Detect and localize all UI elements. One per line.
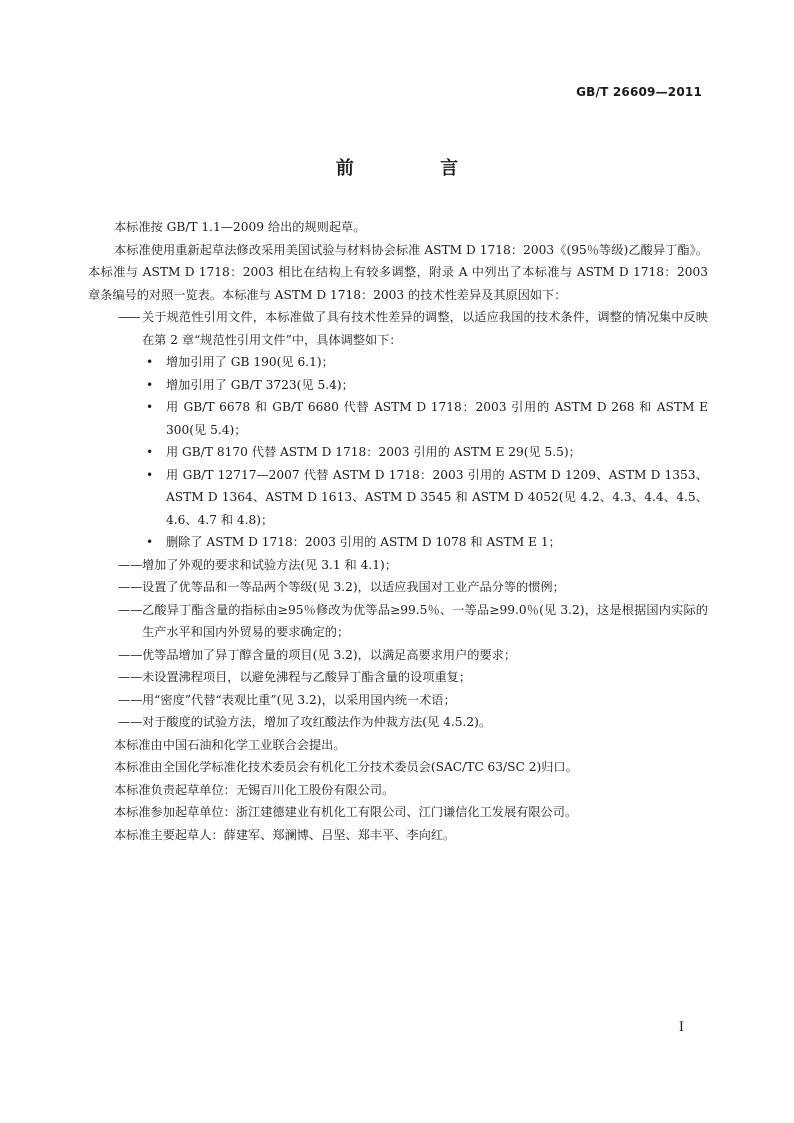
dash-mark: —— — [118, 310, 139, 324]
page-number: I — [678, 1020, 684, 1035]
paragraph-main-drafters: 本标准主要起草人：薛建军、郑澜博、吕坚、郑丰平、李向红。 — [114, 827, 456, 842]
bullet-text: 用 GB/T 8170 代替 ASTM D 1718：2003 引用的 ASTM E 29(见 5.5)； — [166, 445, 581, 459]
dash-mark: —— — [118, 602, 143, 617]
bullet-text: 增加引用了 GB 190(见 6.1)； — [166, 355, 334, 369]
dash-item-text: 未设置沸程项目，以避免沸程与乙酸异丁酯含量的设项重复； — [142, 670, 472, 684]
page-title: 前 言 — [335, 158, 499, 179]
paragraph-participating-drafters: 本标准参加起草单位：浙江建德建业有机化工有限公司、江门谦信化工发展有限公司。 — [114, 805, 578, 819]
bullet-mark: • — [146, 355, 154, 369]
bullet-text: 用 GB/T 12717—2007 代替 ASTM D 1718：2003 引用的 ASTM D 1209、ASTM D 1353、ASTM D 1364、ASTM D 1613、ASTM D 3545 和 ASTM D 4052(见 4.2、4.3、4.4、4.5、4.6、4.7 和 4.8)； — [166, 467, 708, 527]
dash-item — [88, 666, 708, 689]
dash-mark: —— — [118, 692, 143, 707]
dash-item-text: 对于酸度的试验方法，增加了攻红酸法作为仲裁方法(见 4.5.2)。 — [142, 715, 492, 729]
bullet-item — [88, 396, 708, 441]
dash-item — [88, 576, 708, 599]
dash-item — [88, 599, 708, 644]
dash-mark: —— — [118, 557, 143, 572]
bullet-text: 删除了 ASTM D 1718：2003 引用的 ASTM D 1078 和 ASTM E 1； — [166, 535, 561, 549]
paragraph-committee: 本标准由全国化学标准化技术委员会有机化工分技术委员会(SAC/TC 63/SC 2)归口。 — [114, 760, 578, 774]
paragraph-lead-drafter: 本标准负责起草单位：无锡百川化工股份有限公司。 — [114, 782, 395, 797]
dash-mark: —— — [118, 670, 143, 684]
bullet-item — [88, 531, 708, 554]
paragraph-proposer: 本标准由中国石油和化学工业联合会提出。 — [114, 737, 346, 752]
dash-item — [88, 689, 708, 712]
dash-item-text: 用“密度”代替“表观比重”(见 3.2)，以采用国内统一术语； — [142, 692, 456, 707]
dash-item-text: 乙酸异丁酯含量的指标由≥95％修改为优等品≥99.5％、一等品≥99.0％(见 3.2)，这是根据国内实际的生产水平和国内外贸易的要求确定的； — [142, 602, 708, 639]
dash-mark: —— — [118, 715, 143, 729]
bullet-mark: • — [146, 535, 154, 549]
bullet-mark: • — [146, 377, 154, 392]
bullet-item — [88, 441, 708, 464]
bullet-mark: • — [146, 445, 154, 459]
dash-item-text: 关于规范性引用文件，本标准做了具有技术性差异的调整，以适应我国的技术条件，调整的情况集中反映在第 2 章“规范性引用文件”中，具体调整如下： — [142, 310, 708, 347]
dash-item — [88, 554, 708, 577]
paragraph-drafting-rules: 本标准按 GB/T 1.1—2009 给出的规则起草。 — [114, 220, 366, 234]
bullet-text: 用 GB/T 6678 和 GB/T 6680 代替 ASTM D 1718：2003 引用的 ASTM D 268 和 ASTM E 300(见 5.4)； — [166, 400, 708, 437]
dash-item-text: 设置了优等品和一等品两个等级(见 3.2)，以适应我国对工业产品分等的惯例； — [142, 580, 565, 594]
dash-item — [88, 644, 708, 667]
dash-item-normative-refs — [88, 306, 708, 351]
standard-code: GB/T 26609—2011 — [576, 85, 702, 99]
bullet-mark: • — [146, 467, 154, 482]
bullet-mark: • — [146, 400, 154, 414]
paragraph-adoption: 本标准使用重新起草法修改采用美国试验与材料协会标准 ASTM D 1718：2003《(95％等级)乙酸异丁酯》。本标准与 ASTM D 1718：2003 相比在结构上有较多调整，附录 A 中列出了本标准与 ASTM D 1718：2003 章条编号的对照一览表。本标准与 ASTM D 1718：2003 的技术性差异及其原因如下： — [88, 242, 708, 302]
dash-item-text: 增加了外观的要求和试验方法(见 3.1 和 4.1)； — [142, 557, 397, 572]
bullet-item — [88, 464, 708, 532]
bullet-item — [88, 351, 708, 374]
bullet-text: 增加引用了 GB/T 3723(见 5.4)； — [166, 377, 354, 392]
dash-item-text: 优等品增加了异丁醇含量的项目(见 3.2)，以满足高要求用户的要求； — [142, 647, 517, 662]
dash-item — [88, 711, 708, 734]
document-body — [88, 216, 708, 846]
dash-mark: —— — [118, 647, 143, 662]
bullet-item — [88, 374, 708, 397]
dash-mark: —— — [118, 580, 143, 594]
